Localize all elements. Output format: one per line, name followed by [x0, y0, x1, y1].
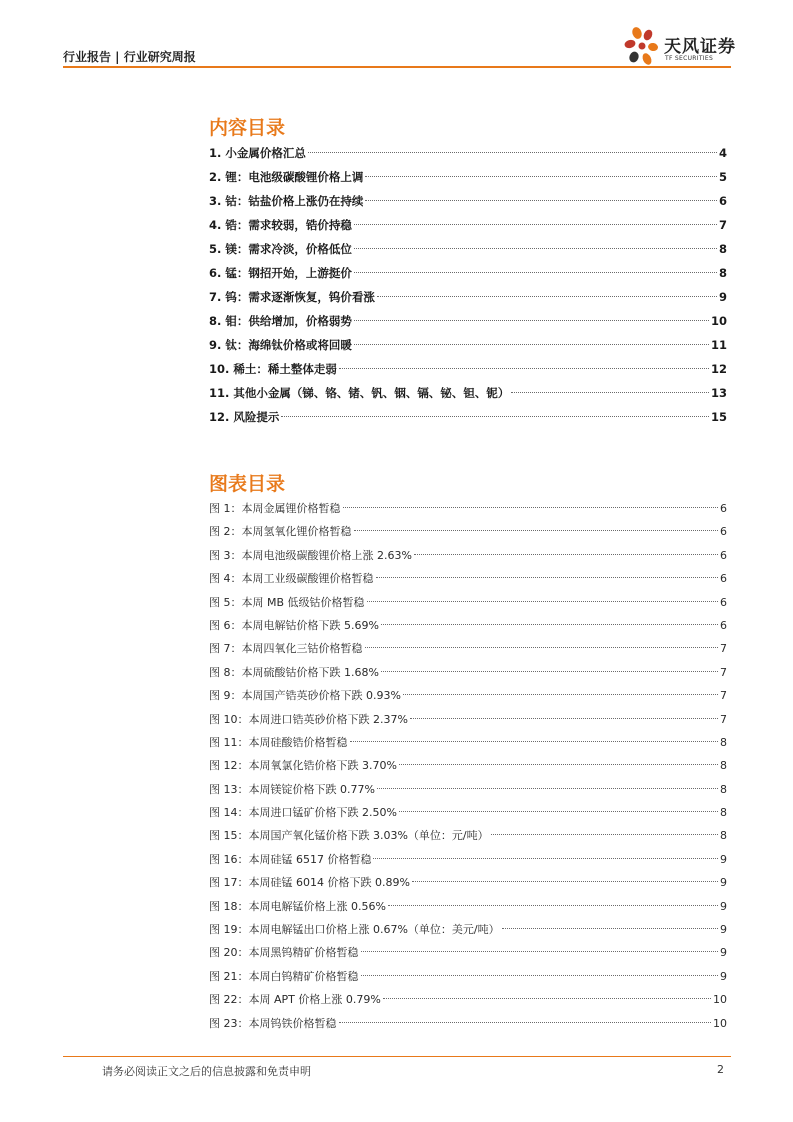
contents-entry-page-number: 15	[710, 410, 727, 424]
figure-entry[interactable]	[209, 965, 727, 988]
figure-entry[interactable]	[209, 567, 727, 590]
contents-entry-label: 7. 钨：需求逐渐恢复，钨价看涨	[209, 290, 375, 304]
figure-entry-page-number: 7	[720, 642, 727, 656]
figure-entry-leader-dots	[367, 600, 718, 602]
figure-entry[interactable]	[209, 918, 727, 941]
figure-entry-leader-dots	[399, 763, 718, 765]
contents-entry[interactable]	[209, 309, 727, 333]
figure-entry-label: 图 9：本周国产锆英砂价格下跌 0.93%	[209, 689, 401, 703]
figure-entry[interactable]	[209, 684, 727, 707]
figure-entry-label: 图 19：本周电解锰出口价格上涨 0.67%（单位：美元/吨）	[209, 923, 500, 937]
figure-entry-label: 图 11：本周硅酸锆价格暂稳	[209, 735, 348, 749]
contents-entry-label: 1. 小金属价格汇总	[209, 146, 306, 160]
figure-entry-label: 图 10：本周进口锆英砂价格下跌 2.37%	[209, 712, 408, 726]
figure-entry-page-number: 10	[713, 1016, 727, 1030]
contents-entry-page-number: 8	[718, 242, 727, 256]
contents-entry-page-number: 5	[718, 170, 727, 184]
figure-entry-page-number: 7	[720, 665, 727, 679]
contents-entry-page-number: 11	[710, 338, 727, 352]
figure-entry[interactable]	[209, 661, 727, 684]
figure-entry-page-number: 9	[720, 946, 727, 960]
figure-entry-leader-dots	[339, 1021, 712, 1023]
figure-entry-label: 图 2：本周氢氧化锂价格暂稳	[209, 525, 352, 539]
contents-entry[interactable]	[209, 381, 727, 405]
contents-list	[209, 141, 727, 429]
figure-entry-label: 图 12：本周氧氯化锆价格下跌 3.70%	[209, 759, 397, 773]
logo-flower-icon	[623, 26, 661, 70]
figure-entry-page-number: 6	[720, 595, 727, 609]
company-logo	[623, 26, 735, 70]
figure-entry[interactable]	[209, 497, 727, 520]
figure-entry[interactable]	[209, 895, 727, 918]
figure-entry[interactable]	[209, 871, 727, 894]
figure-entry-page-number: 6	[720, 618, 727, 632]
contents-entry-leader-dots	[365, 199, 717, 201]
contents-entry-label: 3. 钴：钴盐价格上涨仍在持续	[209, 194, 364, 208]
figure-entry-label: 图 14：本周进口锰矿价格下跌 2.50%	[209, 806, 397, 820]
figure-entry-page-number: 8	[720, 735, 727, 749]
header-divider	[63, 66, 731, 68]
contents-entry[interactable]	[209, 237, 727, 261]
figure-entry-label: 图 21：本周白钨精矿价格暂稳	[209, 969, 359, 983]
figure-entry-leader-dots	[414, 553, 718, 555]
figure-entry[interactable]	[209, 614, 727, 637]
figure-entry-label: 图 23：本周钨铁价格暂稳	[209, 1016, 337, 1030]
contents-entry-leader-dots	[354, 271, 717, 273]
figure-entry-leader-dots	[410, 717, 718, 719]
contents-entry-leader-dots	[377, 295, 717, 297]
figure-entry-leader-dots	[373, 857, 718, 859]
contents-entry[interactable]	[209, 285, 727, 309]
figure-entry-label: 图 6：本周电解钴价格下跌 5.69%	[209, 618, 379, 632]
contents-entry[interactable]	[209, 357, 727, 381]
figure-entry-label: 图 15：本周国产氧化锰价格下跌 3.03%（单位：元/吨）	[209, 829, 489, 843]
logo-company-subtitle: TF SECURITIES	[665, 55, 714, 62]
contents-entry-page-number: 10	[710, 314, 727, 328]
figure-entry[interactable]	[209, 848, 727, 871]
figure-entry-page-number: 7	[720, 689, 727, 703]
contents-entry-leader-dots	[354, 343, 709, 345]
figure-entry-leader-dots	[491, 833, 718, 835]
figure-entry-leader-dots	[361, 950, 719, 952]
figure-entry[interactable]	[209, 520, 727, 543]
figure-entry-page-number: 9	[720, 899, 727, 913]
contents-entry-label: 9. 钛：海绵钛价格或将回暖	[209, 338, 352, 352]
contents-entry[interactable]	[209, 189, 727, 213]
figure-entry-page-number: 7	[720, 712, 727, 726]
contents-entry-page-number: 9	[718, 290, 727, 304]
figure-entry-leader-dots	[354, 529, 719, 531]
contents-entry-leader-dots	[308, 151, 717, 153]
contents-entry-label: 5. 镁：需求冷淡，价格低位	[209, 242, 352, 256]
figure-entry[interactable]	[209, 778, 727, 801]
figure-entry[interactable]	[209, 824, 727, 847]
contents-entry-leader-dots	[354, 247, 717, 249]
contents-entry-page-number: 13	[710, 386, 727, 400]
figure-entry[interactable]	[209, 544, 727, 567]
figure-entry[interactable]	[209, 1012, 727, 1035]
figure-entry[interactable]	[209, 708, 727, 731]
figure-entry-leader-dots	[350, 740, 719, 742]
contents-entry-page-number: 12	[710, 362, 727, 376]
contents-entry-label: 2. 锂：电池级碳酸锂价格上调	[209, 170, 364, 184]
contents-entry-label: 11. 其他小金属（锑、铬、锗、钒、铟、镉、铋、钽、铌）	[209, 386, 510, 400]
figure-entry-label: 图 8：本周硫酸钴价格下跌 1.68%	[209, 665, 379, 679]
figure-entry-leader-dots	[399, 810, 718, 812]
figure-entry-page-number: 9	[720, 852, 727, 866]
contents-entry[interactable]	[209, 213, 727, 237]
figure-entry-leader-dots	[381, 670, 718, 672]
contents-entry-page-number: 6	[718, 194, 727, 208]
contents-entry-label: 4. 锆：需求较弱，锆价持稳	[209, 218, 352, 232]
contents-entry-leader-dots	[339, 367, 709, 369]
figure-entry-label: 图 3：本周电池级碳酸锂价格上涨 2.63%	[209, 548, 412, 562]
figure-entry-leader-dots	[343, 506, 719, 508]
contents-entry-label: 8. 钼：供给增加，价格弱势	[209, 314, 352, 328]
figure-entry-label: 图 13：本周镁锭价格下跌 0.77%	[209, 782, 375, 796]
footer-disclaimer: 请务必阅读正文之后的信息披露和免责申明	[102, 1065, 311, 1078]
figure-entry-label: 图 5：本周 MB 低级钴价格暂稳	[209, 595, 365, 609]
contents-entry-leader-dots	[365, 175, 717, 177]
figure-entry[interactable]	[209, 801, 727, 824]
page-number: 2	[717, 1063, 724, 1076]
contents-entry-label: 10. 稀土：稀土整体走弱	[209, 362, 337, 376]
contents-entry[interactable]	[209, 141, 727, 165]
figure-entry-page-number: 8	[720, 829, 727, 843]
figure-entry-leader-dots	[365, 646, 719, 648]
contents-entry[interactable]	[209, 261, 727, 285]
figure-entry-page-number: 8	[720, 759, 727, 773]
contents-title: 内容目录	[209, 117, 286, 139]
figure-entry-label: 图 4：本周工业级碳酸锂价格暂稳	[209, 572, 374, 586]
figure-entry-label: 图 18：本周电解锰价格上涨 0.56%	[209, 899, 386, 913]
figure-entry-leader-dots	[502, 927, 718, 929]
figure-entry-label: 图 22：本周 APT 价格上涨 0.79%	[209, 993, 381, 1007]
figure-entry-leader-dots	[361, 974, 719, 976]
figure-entry-page-number: 10	[713, 993, 727, 1007]
figure-entry-page-number: 9	[720, 876, 727, 890]
contents-entry[interactable]	[209, 165, 727, 189]
figure-entry-page-number: 6	[720, 548, 727, 562]
contents-entry-label: 6. 锰：钢招开始，上游挺价	[209, 266, 352, 280]
figure-entry[interactable]	[209, 988, 727, 1011]
figures-list	[209, 497, 727, 1035]
figure-entry-page-number: 8	[720, 806, 727, 820]
contents-entry[interactable]	[209, 405, 727, 429]
figure-entry[interactable]	[209, 591, 727, 614]
figure-entry-leader-dots	[388, 904, 718, 906]
figure-entry-leader-dots	[377, 787, 718, 789]
figure-entry-leader-dots	[376, 576, 719, 578]
contents-entry[interactable]	[209, 333, 727, 357]
figure-entry-page-number: 6	[720, 572, 727, 586]
figure-entry-page-number: 9	[720, 969, 727, 983]
figure-entry-leader-dots	[381, 623, 718, 625]
contents-entry-leader-dots	[354, 319, 709, 321]
figure-entry-leader-dots	[403, 693, 718, 695]
contents-entry-leader-dots	[354, 223, 717, 225]
figure-entry-page-number: 6	[720, 525, 727, 539]
contents-entry-leader-dots	[281, 415, 709, 417]
figure-entry[interactable]	[209, 754, 727, 777]
contents-entry-page-number: 8	[718, 266, 727, 280]
contents-entry-leader-dots	[511, 391, 709, 393]
footer-divider	[63, 1056, 731, 1057]
contents-entry-page-number: 7	[718, 218, 727, 232]
figure-entry-page-number: 6	[720, 502, 727, 515]
figure-entry-label: 图 7：本周四氧化三钴价格暂稳	[209, 642, 363, 656]
logo-company-name: 天风证券	[664, 37, 736, 57]
figure-entry-label: 图 20：本周黑钨精矿价格暂稳	[209, 946, 359, 960]
figure-entry-label: 图 1：本周金属锂价格暂稳	[209, 502, 341, 515]
contents-entry-page-number: 4	[718, 146, 727, 160]
figure-entry[interactable]	[209, 941, 727, 964]
figure-entry[interactable]	[209, 637, 727, 660]
figure-entry-label: 图 16：本周硅锰 6517 价格暂稳	[209, 852, 372, 866]
figure-entry[interactable]	[209, 731, 727, 754]
figure-entry-leader-dots	[412, 880, 718, 882]
figure-entry-leader-dots	[383, 997, 711, 999]
figure-entry-page-number: 8	[720, 782, 727, 796]
figure-entry-label: 图 17：本周硅锰 6014 价格下跌 0.89%	[209, 876, 410, 890]
contents-entry-label: 12. 风险提示	[209, 410, 280, 424]
figures-title: 图表目录	[209, 473, 286, 495]
report-header-title: 行业报告 | 行业研究周报	[63, 50, 196, 64]
figure-entry-page-number: 9	[720, 923, 727, 937]
